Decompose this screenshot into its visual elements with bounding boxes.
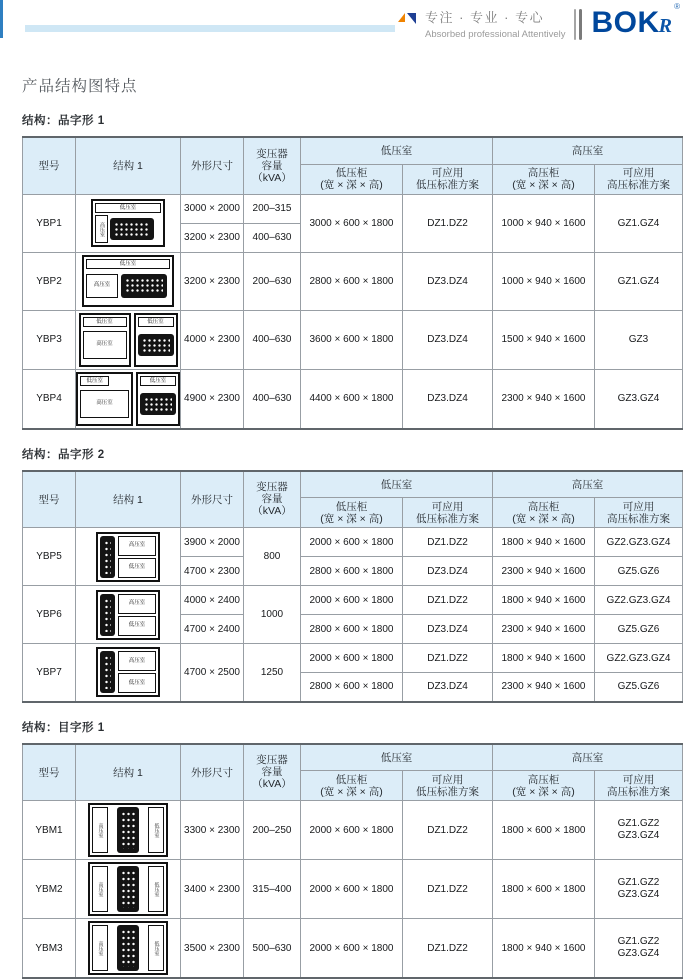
hv-scheme-cell: GZ1.GZ2 GZ3.GZ4 — [595, 801, 683, 860]
col-header-model: 型号 — [23, 471, 76, 528]
lv-cabinet-cell: 2000 × 600 × 1800 — [301, 586, 403, 615]
col-header-model: 型号 — [23, 744, 76, 801]
lv-cabinet-cell: 2000 × 600 × 1800 — [301, 528, 403, 557]
col-header-lv-scheme: 可应用 低压标准方案 — [403, 771, 493, 801]
hv-cabinet-cell: 1800 × 940 × 1600 — [493, 528, 595, 557]
diagram-lv-label: 低压室 — [118, 558, 156, 578]
capacity-cell: 400–630 — [244, 310, 301, 369]
lv-scheme-cell: DZ3.DZ4 — [403, 369, 493, 429]
col-header-dimensions: 外形尺寸 — [181, 137, 244, 194]
dim-cell: 3300 × 2300 — [181, 801, 244, 860]
hv-scheme-cell: GZ5.GZ6 — [595, 557, 683, 586]
lv-cabinet-cell: 2000 × 600 × 1800 — [301, 860, 403, 919]
navy-triangle-icon — [407, 13, 416, 24]
hv-scheme-cell: GZ5.GZ6 — [595, 673, 683, 702]
col-header-lv-cabinet: 低压柜 (宽 × 深 × 高) — [301, 164, 403, 194]
hv-scheme-cell: GZ1.GZ2 GZ3.GZ4 — [595, 919, 683, 979]
capacity-cell: 200–630 — [244, 252, 301, 310]
hv-cabinet-cell: 2300 × 940 × 1600 — [493, 615, 595, 644]
col-header-lv-room: 低压室 — [301, 137, 493, 164]
header-strip — [25, 25, 395, 32]
hv-cabinet-cell: 1500 × 940 × 1600 — [493, 310, 595, 369]
lv-cabinet-cell: 2000 × 600 × 1800 — [301, 644, 403, 673]
col-header-dimensions: 外形尺寸 — [181, 471, 244, 528]
lv-scheme-cell: DZ3.DZ4 — [403, 252, 493, 310]
col-header-lv-scheme: 可应用 低压标准方案 — [403, 164, 493, 194]
transformer-icon — [140, 393, 176, 415]
table-row — [23, 801, 683, 860]
hv-cabinet-cell: 2300 × 940 × 1600 — [493, 369, 595, 429]
slogan-chinese: 专注 · 专业 · 专心 — [425, 7, 565, 26]
transformer-icon — [121, 274, 167, 298]
dim-cell: 3200 × 2300 — [181, 223, 244, 252]
col-header-hv-cabinet: 高压柜 (宽 × 深 × 高) — [493, 498, 595, 528]
diagram-hv-label: 高压室 — [80, 390, 129, 418]
model-cell: YBP4 — [23, 369, 76, 429]
col-header-dimensions: 外形尺寸 — [181, 744, 244, 801]
dim-cell: 3500 × 2300 — [181, 919, 244, 979]
hv-cabinet-cell: 1800 × 940 × 1600 — [493, 644, 595, 673]
diagram-hv-label: 高压室 — [118, 536, 156, 556]
capacity-cell: 800 — [244, 528, 301, 586]
lv-cabinet-cell: 3000 × 600 × 1800 — [301, 194, 403, 252]
lv-scheme-cell: DZ1.DZ2 — [403, 860, 493, 919]
slogan-block — [425, 7, 565, 40]
table-pin2 — [22, 470, 683, 703]
lv-cabinet-cell: 2800 × 600 × 1800 — [301, 673, 403, 702]
capacity-cell: 200–250 — [244, 801, 301, 860]
col-header-lv-room: 低压室 — [301, 471, 493, 498]
structure-diagram-ybp7: 高压室 低压室 — [76, 644, 181, 702]
hv-scheme-cell: GZ1.GZ2 GZ3.GZ4 — [595, 860, 683, 919]
hv-cabinet-cell: 1800 × 600 × 1800 — [493, 860, 595, 919]
dim-cell: 4700 × 2300 — [181, 557, 244, 586]
structure-diagram-ybp5 — [76, 528, 181, 586]
diagram-hv-label: 高压室 — [98, 823, 103, 838]
col-header-structure: 结构 1 — [76, 137, 181, 194]
table-row — [23, 528, 683, 557]
model-cell: YBM3 — [23, 919, 76, 979]
section-label-pin2: 结构：品字形 2 — [22, 446, 682, 462]
lv-scheme-cell: DZ1.DZ2 — [403, 801, 493, 860]
dim-cell: 4700 × 2400 — [181, 615, 244, 644]
model-cell: YBP5 — [23, 528, 76, 586]
lv-scheme-cell: DZ1.DZ2 — [403, 919, 493, 979]
lv-cabinet-cell: 2800 × 600 × 1800 — [301, 252, 403, 310]
hv-scheme-cell: GZ1.GZ4 — [595, 252, 683, 310]
capacity-cell: 400–630 — [244, 223, 301, 252]
structure-diagram-ybp2 — [76, 252, 181, 310]
diagram-hv-label: 高压室 — [83, 331, 127, 359]
table-row — [23, 919, 683, 979]
section-label-mu1: 结构：目字形 1 — [22, 719, 682, 735]
dim-cell: 3000 × 2000 — [181, 194, 244, 223]
model-cell: YBM1 — [23, 801, 76, 860]
structure-diagram-ybp3: 低压室 高压室 低压室 — [76, 310, 181, 369]
hv-cabinet-cell: 1800 × 940 × 1600 — [493, 586, 595, 615]
model-cell: YBP3 — [23, 310, 76, 369]
structure-diagram-ybm2: 高压室 低压室 — [76, 860, 181, 919]
bok-logo — [591, 7, 682, 39]
hv-cabinet-cell: 2300 × 940 × 1600 — [493, 557, 595, 586]
transformer-icon — [117, 807, 139, 853]
dim-cell: 3900 × 2000 — [181, 528, 244, 557]
col-header-structure: 结构 1 — [76, 471, 181, 528]
table-row — [23, 310, 683, 369]
model-cell: YBP7 — [23, 644, 76, 702]
capacity-cell: 1000 — [244, 586, 301, 644]
table-row — [23, 252, 683, 310]
col-header-hv-room: 高压室 — [493, 137, 683, 164]
dim-cell: 4000 × 2400 — [181, 586, 244, 615]
diagram-hv-label: 高压室 — [99, 222, 104, 237]
col-header-lv-cabinet: 低压柜 (宽 × 深 × 高) — [301, 498, 403, 528]
lv-cabinet-cell: 4400 × 600 × 1800 — [301, 369, 403, 429]
logo-text: BOK — [591, 6, 659, 39]
structure-diagram-ybp4: 低压室 高压室 低压室 — [76, 369, 181, 429]
hv-scheme-cell: GZ1.GZ4 — [595, 194, 683, 252]
capacity-cell: 400–630 — [244, 369, 301, 429]
table-mu1 — [22, 743, 683, 979]
col-header-hv-cabinet: 高压柜 (宽 × 深 × 高) — [493, 164, 595, 194]
dim-cell: 4700 × 2500 — [181, 644, 244, 702]
hv-scheme-cell: GZ3.GZ4 — [595, 369, 683, 429]
capacity-cell: 200–315 — [244, 194, 301, 223]
lv-cabinet-cell: 2000 × 600 × 1800 — [301, 919, 403, 979]
hv-cabinet-cell: 1800 × 600 × 1800 — [493, 801, 595, 860]
lv-cabinet-cell: 2800 × 600 × 1800 — [301, 615, 403, 644]
col-header-lv-cabinet: 低压柜 (宽 × 深 × 高) — [301, 771, 403, 801]
lv-cabinet-cell: 3600 × 600 × 1800 — [301, 310, 403, 369]
dim-cell: 4000 × 2300 — [181, 310, 244, 369]
col-header-hv-room: 高压室 — [493, 471, 683, 498]
capacity-cell: 315–400 — [244, 860, 301, 919]
hv-cabinet-cell: 1000 × 940 × 1600 — [493, 194, 595, 252]
transformer-icon — [100, 594, 115, 636]
diagram-hv-label: 高压室 — [86, 274, 118, 298]
transformer-icon — [100, 536, 115, 578]
lv-cabinet-cell: 2800 × 600 × 1800 — [301, 557, 403, 586]
hv-scheme-cell: GZ3 — [595, 310, 683, 369]
hv-scheme-cell: GZ5.GZ6 — [595, 615, 683, 644]
orange-triangle-icon — [398, 13, 405, 22]
page-header — [0, 0, 696, 50]
structure-diagram-ybm3: 高压室 低压室 — [76, 919, 181, 979]
hv-scheme-cell: GZ2.GZ3.GZ4 — [595, 528, 683, 557]
corner-accent-bar — [0, 0, 3, 38]
table-pin1 — [22, 136, 683, 430]
brand-block — [398, 7, 682, 40]
table-row — [23, 860, 683, 919]
hv-cabinet-cell: 1800 × 940 × 1600 — [493, 919, 595, 979]
model-cell: YBM2 — [23, 860, 76, 919]
diagram-lv-label: 低压室 — [86, 259, 170, 269]
hv-scheme-cell: GZ2.GZ3.GZ4 — [595, 586, 683, 615]
transformer-icon — [138, 334, 174, 356]
table-row — [23, 369, 683, 429]
capacity-cell: 1250 — [244, 644, 301, 702]
col-header-capacity: 变压器 容量 （kVA） — [244, 471, 301, 528]
brand-triangles-icon — [398, 13, 416, 24]
table-row — [23, 194, 683, 223]
col-header-hv-cabinet: 高压柜 (宽 × 深 × 高) — [493, 771, 595, 801]
col-header-lv-room: 低压室 — [301, 744, 493, 771]
col-header-capacity: 变压器 容量 （kVA） — [244, 137, 301, 194]
transformer-icon — [117, 866, 139, 912]
structure-diagram-ybm1 — [76, 801, 181, 860]
lv-scheme-cell: DZ3.DZ4 — [403, 673, 493, 702]
transformer-icon — [110, 218, 154, 240]
page-title: 产品结构图特点 — [22, 74, 682, 96]
structure-diagram-ybp1 — [76, 194, 181, 252]
lv-cabinet-cell: 2000 × 600 × 1800 — [301, 801, 403, 860]
lv-scheme-cell: DZ1.DZ2 — [403, 528, 493, 557]
col-header-structure: 结构 1 — [76, 744, 181, 801]
transformer-icon — [100, 651, 115, 693]
table-row — [23, 586, 683, 615]
col-header-hv-scheme: 可应用 高压标准方案 — [595, 498, 683, 528]
lv-scheme-cell: DZ1.DZ2 — [403, 644, 493, 673]
col-header-capacity: 变压器 容量 （kVA） — [244, 744, 301, 801]
hv-cabinet-cell: 2300 × 940 × 1600 — [493, 673, 595, 702]
capacity-cell: 500–630 — [244, 919, 301, 979]
table-row — [23, 644, 683, 673]
hv-scheme-cell: GZ2.GZ3.GZ4 — [595, 644, 683, 673]
model-cell: YBP2 — [23, 252, 76, 310]
transformer-icon — [117, 925, 139, 971]
lv-scheme-cell: DZ3.DZ4 — [403, 310, 493, 369]
col-header-lv-scheme: 可应用 低压标准方案 — [403, 498, 493, 528]
col-header-model: 型号 — [23, 137, 76, 194]
slogan-english: Absorbed professional Attentively — [425, 29, 565, 40]
logo-separator — [574, 9, 582, 40]
lv-scheme-cell: DZ1.DZ2 — [403, 586, 493, 615]
model-cell: YBP6 — [23, 586, 76, 644]
hv-cabinet-cell: 1000 × 940 × 1600 — [493, 252, 595, 310]
section-label-pin1: 结构：品字形 1 — [22, 112, 682, 128]
logo-script-r: R — [659, 15, 672, 37]
dim-cell: 3200 × 2300 — [181, 252, 244, 310]
dim-cell: 4900 × 2300 — [181, 369, 244, 429]
lv-scheme-cell: DZ1.DZ2 — [403, 194, 493, 252]
structure-diagram-ybp6: 高压室 低压室 — [76, 586, 181, 644]
col-header-hv-scheme: 可应用 高压标准方案 — [595, 771, 683, 801]
col-header-hv-scheme: 可应用 高压标准方案 — [595, 164, 683, 194]
model-cell: YBP1 — [23, 194, 76, 252]
diagram-lv-label: 低压室 — [95, 203, 161, 213]
col-header-hv-room: 高压室 — [493, 744, 683, 771]
page-content — [0, 74, 696, 979]
registered-mark: ® — [674, 2, 680, 11]
diagram-lv-label: 低压室 — [154, 823, 159, 838]
lv-scheme-cell: DZ3.DZ4 — [403, 557, 493, 586]
lv-scheme-cell: DZ3.DZ4 — [403, 615, 493, 644]
dim-cell: 3400 × 2300 — [181, 860, 244, 919]
